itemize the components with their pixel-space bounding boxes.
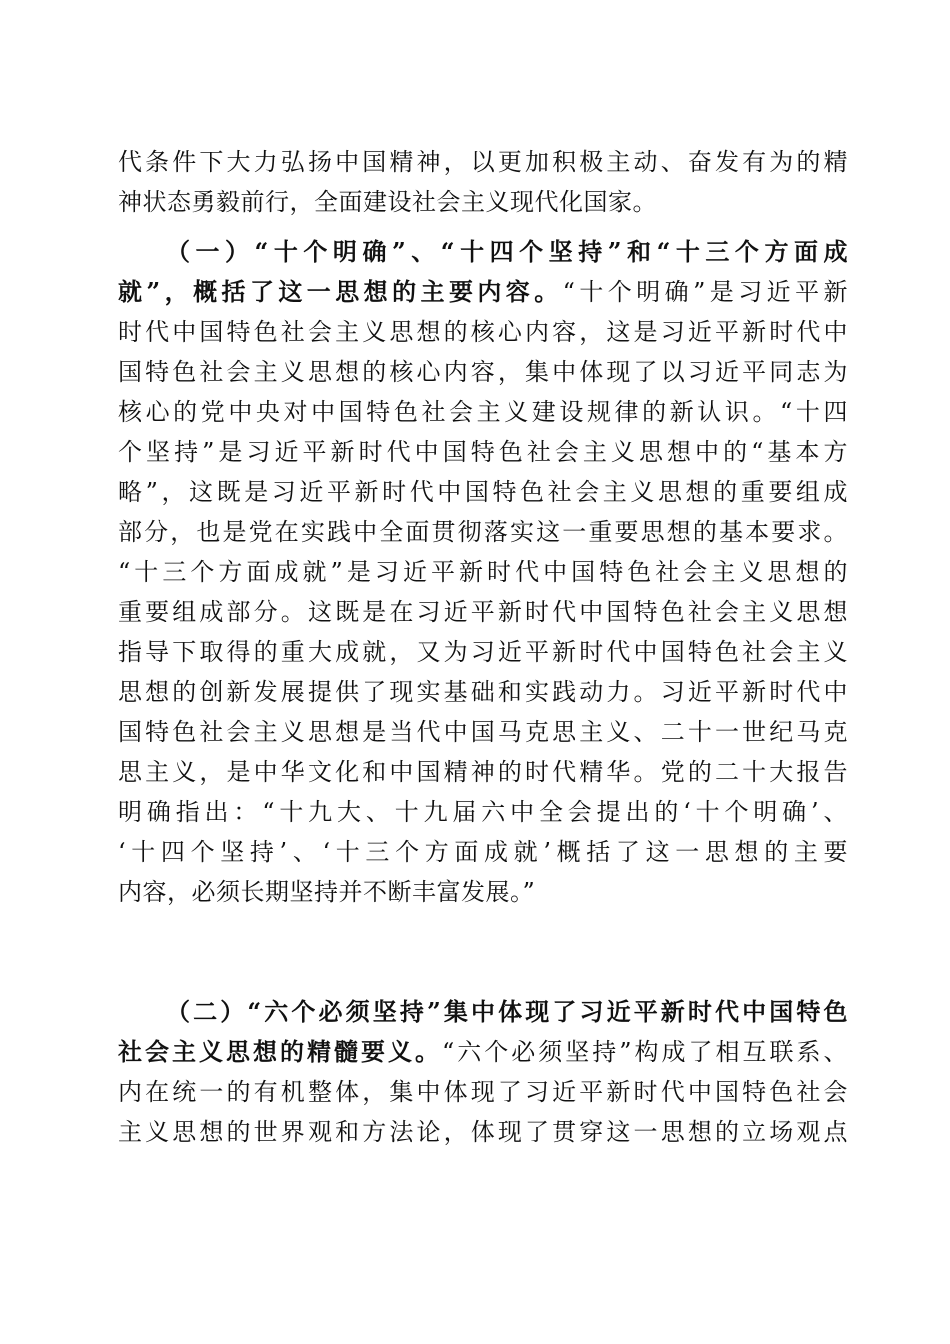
text-line bbox=[118, 1032, 848, 1072]
paragraph-1 bbox=[118, 232, 848, 912]
text-line: ‘十四个坚持’、‘十三个方面成就’概括了这一思想的主要 bbox=[118, 838, 848, 866]
section-heading-tail: 就”，概括了这一思想的主要内容。 bbox=[118, 277, 563, 306]
section-heading-tail: 社会主义思想的精髓要义。 bbox=[118, 1037, 442, 1066]
text-line: 代条件下大力弘扬中国精神，以更加积极主动、奋发有为的精 bbox=[118, 148, 848, 176]
text-line: 核心的党中央对中国特色社会主义建设规律的新认识。“十四 bbox=[118, 398, 848, 426]
text-line: 内容，必须长期坚持并不断丰富发展。” bbox=[118, 878, 536, 906]
section-heading-line: （二）“六个必须坚持”集中体现了习近平新时代中国特色 bbox=[166, 997, 848, 1026]
paragraph-intro bbox=[118, 142, 848, 222]
text-line: 国特色社会主义思想是当代中国马克思主义、二十一世纪马克 bbox=[118, 718, 848, 746]
text-line: 神状态勇毅前行，全面建设社会主义现代化国家。 bbox=[118, 188, 657, 216]
text-line: 明确指出：“十九大、十九届六中全会提出的‘十个明确’、 bbox=[118, 798, 848, 826]
text-run: “六个必须坚持”构成了相互联系、 bbox=[441, 1038, 848, 1066]
text-line: 思主义，是中华文化和中国精神的时代精华。党的二十大报告 bbox=[118, 758, 848, 786]
section-heading-line: （一）“十个明确”、“十四个坚持”和“十三个方面成 bbox=[166, 237, 848, 266]
text-line: 重要组成部分。这既是在习近平新时代中国特色社会主义思想 bbox=[118, 598, 848, 626]
text-line: 内在统一的有机整体，集中体现了习近平新时代中国特色社会 bbox=[118, 1078, 848, 1106]
text-line: 思想的创新发展提供了现实基础和实践动力。习近平新时代中 bbox=[118, 678, 848, 706]
text-line: 国特色社会主义思想的核心内容，集中体现了以习近平同志为 bbox=[118, 358, 848, 386]
text-line: “十三个方面成就”是习近平新时代中国特色社会主义思想的 bbox=[118, 558, 848, 586]
text-line: 个坚持”是习近平新时代中国特色社会主义思想中的“基本方 bbox=[118, 438, 848, 466]
text-line: 指导下取得的重大成就，又为习近平新时代中国特色社会主义 bbox=[118, 638, 848, 666]
text-line bbox=[118, 272, 848, 312]
paragraph-2 bbox=[118, 992, 848, 1152]
text-run: “十个明确”是习近平新 bbox=[562, 278, 848, 306]
text-line: 部分，也是党在实践中全面贯彻落实这一重要思想的基本要求。 bbox=[118, 518, 848, 546]
text-line: 主义思想的世界观和方法论，体现了贯穿这一思想的立场观点 bbox=[118, 1118, 848, 1146]
text-line: 时代中国特色社会主义思想的核心内容，这是习近平新时代中 bbox=[118, 318, 848, 346]
text-line: 略”，这既是习近平新时代中国特色社会主义思想的重要组成 bbox=[118, 478, 848, 506]
